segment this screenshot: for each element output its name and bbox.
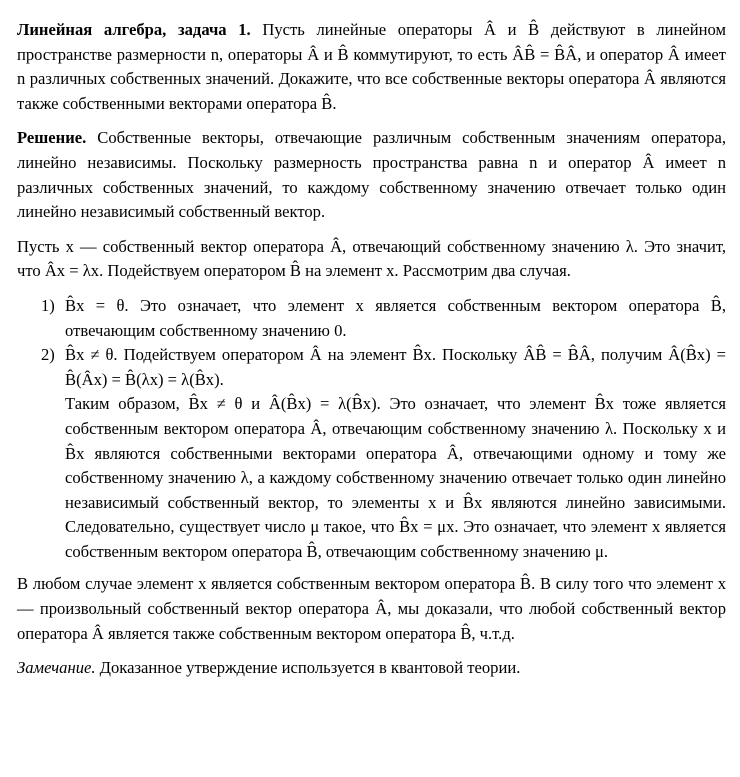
solution-text: Собственные векторы, отвечающие различным собственным значениям оператора, линейно независимы. Поскольку размерность пространства равна n и оператор Â имеет n различных собственных значений, то каждому собственному значению отвечает только один линейно независимый собственный вектор.: [17, 128, 726, 222]
solution-paragraph: [17, 126, 726, 224]
case-item-1: [17, 294, 726, 343]
problem-statement: [17, 18, 726, 116]
conclusion-paragraph: В любом случае элемент x является собственным вектором оператора B̂. В силу того что элемент x — произвольный собственный вектор оператора Â, мы доказали, что любой собственный вектор оператора Â является также собственным вектором оператора B̂, ч.т.д.: [17, 574, 726, 643]
note-paragraph: [17, 656, 726, 681]
solution-title: Решение.: [17, 128, 87, 148]
case-text: Таким образом, B̂x ≠ θ и Â(B̂x) = λ(B̂x). Это означает, что элемент B̂x тоже является собственным вектором оператора Â, отвечающим собственному значению λ. Поскольку x и B̂x являются собственными векторами оператора Â, отвечающими одному и тому же собственному значению λ, а каждому собственному значению отвечает только один линейно независимый собственный вектор, то элементы x и B̂x являются линейно зависимыми. Следовательно, существует число μ такое, что B̂x = μx. Это означает, что элемент x является собственным вектором оператора B̂, отвечающим собственному значению μ.: [65, 394, 726, 561]
case-number: 2): [41, 345, 55, 365]
case-text: B̂x = θ. Это означает, что элемент x является собственным вектором оператора B̂, отвечающим собственному значению 0.: [65, 295, 726, 340]
problem-title: Линейная алгебра, задача 1.: [17, 20, 251, 39]
note-title: Замечание.: [17, 658, 96, 678]
problem-text: Пусть линейные операторы Â и B̂ действуют в линейном пространстве размерности n, операторы Â и B̂ коммутируют, то есть ÂB̂ = B̂Â, и оператор Â имеет n различных собственных значений. Докажите, что все собственные векторы оператора Â являются также собственными векторами оператора B̂.: [17, 20, 726, 113]
cases-list: [17, 294, 726, 565]
case-text: B̂x ≠ θ. Подействуем оператором Â на элемент B̂x. Поскольку ÂB̂ = B̂Â, получим Â(B̂x) = B̂(Âx) = B̂(λx) = λ(B̂x).: [65, 345, 726, 389]
case-item-2: [17, 343, 726, 564]
case-body: [65, 294, 726, 343]
case-number: 1): [41, 295, 55, 315]
intro-paragraph: Пусть x — собственный вектор оператора Â, отвечающий собственному значению λ. Это значит, что Âx = λx. Подействуем оператором B̂ на элемент x. Рассмотрим два случая.: [17, 236, 726, 281]
note-text: Доказанное утверждение используется в квантовой теории.: [95, 658, 521, 678]
case-body: [65, 343, 726, 564]
